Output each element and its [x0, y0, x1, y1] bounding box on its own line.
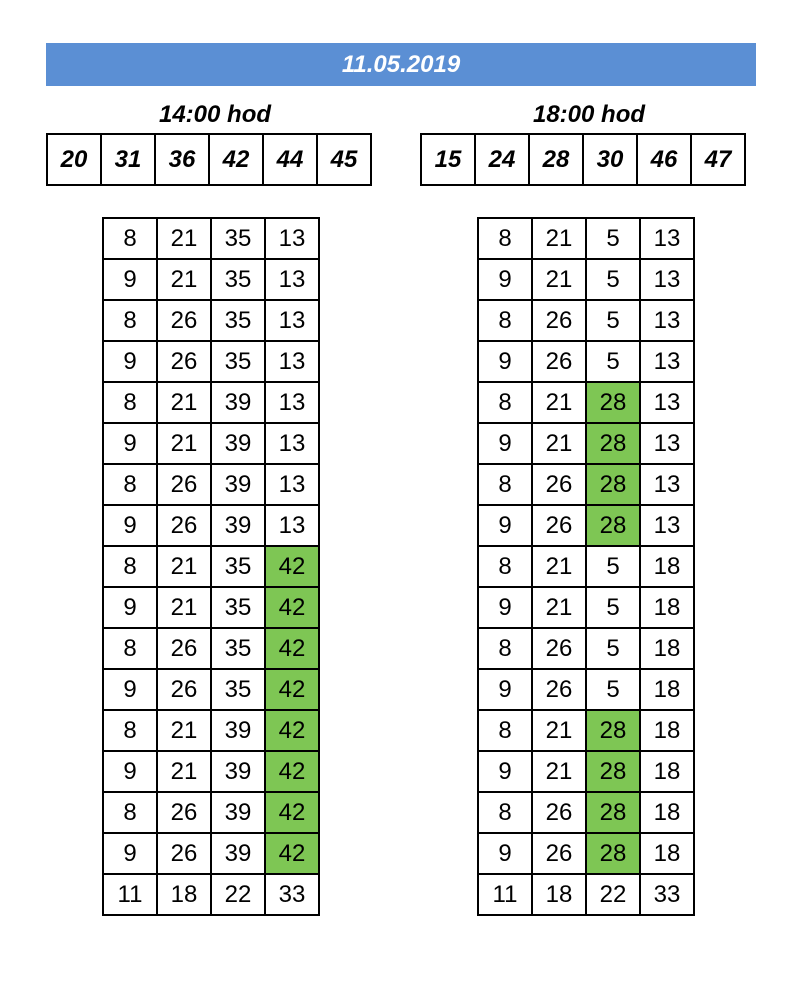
combination-row [478, 546, 694, 587]
combination-cell: 26 [532, 628, 586, 669]
combination-cell: 21 [532, 710, 586, 751]
combination-cell: 9 [478, 587, 532, 628]
combination-cell: 21 [157, 423, 211, 464]
combination-cell: 8 [103, 464, 157, 505]
draw-1800-title: 18:00 hod [532, 101, 646, 128]
drawn-number: 45 [317, 134, 371, 185]
combination-cell: 42 [265, 628, 319, 669]
combination-row [103, 628, 319, 669]
combination-cell: 13 [640, 505, 694, 546]
combination-cell: 18 [640, 587, 694, 628]
combination-cell: 21 [532, 382, 586, 423]
combination-cell: 35 [211, 259, 265, 300]
combination-cell: 8 [103, 710, 157, 751]
combination-cell: 21 [157, 546, 211, 587]
combination-cell: 35 [211, 218, 265, 259]
combination-cell: 8 [103, 546, 157, 587]
combination-cell: 21 [157, 710, 211, 751]
combination-cell: 13 [265, 259, 319, 300]
combination-cell: 28 [586, 792, 640, 833]
drawn-number: 30 [583, 134, 637, 185]
combination-cell: 13 [265, 423, 319, 464]
combination-cell: 39 [211, 833, 265, 874]
combination-row [478, 710, 694, 751]
combination-cell: 13 [640, 341, 694, 382]
combination-cell: 21 [532, 546, 586, 587]
combination-cell: 28 [586, 464, 640, 505]
combination-cell: 35 [211, 546, 265, 587]
combination-cell: 26 [532, 464, 586, 505]
combination-cell: 18 [532, 874, 586, 915]
combination-row [103, 423, 319, 464]
combination-cell: 13 [265, 341, 319, 382]
combination-cell: 26 [532, 833, 586, 874]
combination-row [103, 751, 319, 792]
combination-cell: 8 [478, 546, 532, 587]
combination-cell: 8 [478, 628, 532, 669]
combination-row [478, 587, 694, 628]
combination-cell: 39 [211, 710, 265, 751]
combination-cell: 8 [478, 382, 532, 423]
combination-row [103, 710, 319, 751]
combination-cell: 21 [157, 259, 211, 300]
combination-cell: 26 [532, 300, 586, 341]
combination-row [478, 382, 694, 423]
draw-1400-numbers [46, 133, 372, 186]
combination-cell: 26 [532, 669, 586, 710]
combination-cell: 13 [640, 464, 694, 505]
combination-cell: 33 [640, 874, 694, 915]
combination-cell: 8 [478, 218, 532, 259]
combination-cell: 13 [265, 464, 319, 505]
combination-cell: 8 [478, 792, 532, 833]
combination-cell: 42 [265, 792, 319, 833]
combination-cell: 18 [640, 546, 694, 587]
combination-cell: 42 [265, 669, 319, 710]
combination-cell: 8 [103, 628, 157, 669]
combination-cell: 5 [586, 218, 640, 259]
combination-cell: 13 [640, 423, 694, 464]
drawn-number: 36 [155, 134, 209, 185]
combination-cell: 28 [586, 382, 640, 423]
combination-cell: 39 [211, 423, 265, 464]
combination-cell: 18 [640, 792, 694, 833]
combination-cell: 13 [265, 505, 319, 546]
combination-row [103, 300, 319, 341]
combination-cell: 39 [211, 792, 265, 833]
combination-cell: 22 [211, 874, 265, 915]
combination-cell: 9 [478, 341, 532, 382]
drawn-number: 20 [47, 134, 101, 185]
combination-cell: 5 [586, 341, 640, 382]
combination-cell: 28 [586, 710, 640, 751]
combination-cell: 21 [157, 218, 211, 259]
combination-cell: 13 [640, 259, 694, 300]
combination-cell: 8 [103, 792, 157, 833]
combination-cell: 26 [157, 628, 211, 669]
combination-cell: 21 [532, 423, 586, 464]
combination-cell: 13 [640, 300, 694, 341]
combination-row [478, 751, 694, 792]
combination-cell: 26 [532, 341, 586, 382]
combination-row [478, 300, 694, 341]
combination-row [103, 792, 319, 833]
combination-cell: 18 [640, 710, 694, 751]
combination-row [103, 833, 319, 874]
draw-1800-numbers [420, 133, 746, 186]
combination-cell: 26 [157, 341, 211, 382]
drawn-number: 15 [421, 134, 475, 185]
combination-cell: 18 [640, 628, 694, 669]
drawn-number: 46 [637, 134, 691, 185]
combination-cell: 5 [586, 259, 640, 300]
combination-row [478, 792, 694, 833]
combination-cell: 21 [532, 218, 586, 259]
combination-cell: 42 [265, 710, 319, 751]
combination-cell: 21 [532, 751, 586, 792]
combination-cell: 9 [103, 587, 157, 628]
combination-cell: 8 [103, 218, 157, 259]
combination-row [478, 218, 694, 259]
combination-cell: 35 [211, 587, 265, 628]
combination-row [478, 833, 694, 874]
combination-cell: 33 [265, 874, 319, 915]
combination-cell: 18 [157, 874, 211, 915]
combination-cell: 26 [157, 300, 211, 341]
combination-cell: 13 [640, 218, 694, 259]
combination-cell: 9 [103, 669, 157, 710]
combination-cell: 21 [157, 751, 211, 792]
combination-cell: 9 [103, 833, 157, 874]
combination-cell: 5 [586, 546, 640, 587]
combination-cell: 39 [211, 751, 265, 792]
combination-cell: 8 [478, 710, 532, 751]
combination-cell: 26 [157, 669, 211, 710]
drawn-number: 24 [475, 134, 529, 185]
combination-cell: 26 [532, 505, 586, 546]
combination-cell: 35 [211, 341, 265, 382]
combination-cell: 5 [586, 628, 640, 669]
combination-cell: 8 [478, 464, 532, 505]
combination-cell: 21 [157, 382, 211, 423]
combination-cell: 28 [586, 751, 640, 792]
combination-cell: 9 [103, 505, 157, 546]
combination-cell: 8 [103, 382, 157, 423]
combination-cell: 26 [157, 464, 211, 505]
combination-row [103, 382, 319, 423]
combination-cell: 21 [532, 259, 586, 300]
combination-cell: 11 [478, 874, 532, 915]
combination-row [478, 341, 694, 382]
combination-row [478, 628, 694, 669]
date-banner: 11.05.2019 [46, 43, 756, 86]
combination-cell: 26 [157, 792, 211, 833]
combination-cell: 39 [211, 382, 265, 423]
combination-row [103, 669, 319, 710]
combination-cell: 42 [265, 751, 319, 792]
combination-cell: 5 [586, 587, 640, 628]
combination-cell: 18 [640, 669, 694, 710]
combination-cell: 22 [586, 874, 640, 915]
combination-cell: 9 [103, 751, 157, 792]
combination-cell: 8 [478, 300, 532, 341]
drawn-number: 42 [209, 134, 263, 185]
drawn-number: 47 [691, 134, 745, 185]
combination-row [103, 464, 319, 505]
combination-cell: 39 [211, 505, 265, 546]
combination-cell: 42 [265, 546, 319, 587]
combination-cell: 18 [640, 833, 694, 874]
combination-cell: 28 [586, 505, 640, 546]
combination-cell: 35 [211, 300, 265, 341]
draw-1400-combinations [102, 217, 320, 916]
combination-cell: 9 [478, 505, 532, 546]
combination-row [478, 259, 694, 300]
combination-cell: 39 [211, 464, 265, 505]
drawn-number: 28 [529, 134, 583, 185]
combination-row [478, 874, 694, 915]
combination-cell: 13 [265, 382, 319, 423]
combination-row [478, 423, 694, 464]
combination-cell: 9 [103, 341, 157, 382]
combination-cell: 35 [211, 628, 265, 669]
combination-cell: 13 [265, 300, 319, 341]
combination-row [103, 218, 319, 259]
combination-cell: 42 [265, 587, 319, 628]
draw-1800-combinations [477, 217, 695, 916]
combination-cell: 13 [265, 218, 319, 259]
combination-cell: 18 [640, 751, 694, 792]
combination-cell: 9 [103, 423, 157, 464]
combination-cell: 28 [586, 423, 640, 464]
combination-row [103, 259, 319, 300]
combination-cell: 9 [478, 423, 532, 464]
combination-cell: 21 [157, 587, 211, 628]
combination-cell: 35 [211, 669, 265, 710]
combination-cell: 13 [640, 382, 694, 423]
combination-cell: 21 [532, 587, 586, 628]
drawn-number: 31 [101, 134, 155, 185]
draw-1400-title: 14:00 hod [158, 101, 272, 128]
combination-cell: 8 [103, 300, 157, 341]
combination-cell: 28 [586, 833, 640, 874]
combination-cell: 42 [265, 833, 319, 874]
combination-row [103, 505, 319, 546]
combination-row [103, 341, 319, 382]
combination-cell: 9 [103, 259, 157, 300]
combination-row [103, 546, 319, 587]
drawn-number: 44 [263, 134, 317, 185]
combination-cell: 9 [478, 259, 532, 300]
combination-cell: 26 [532, 792, 586, 833]
combination-cell: 26 [157, 833, 211, 874]
combination-row [103, 874, 319, 915]
combination-cell: 9 [478, 751, 532, 792]
combination-cell: 9 [478, 669, 532, 710]
combination-row [478, 505, 694, 546]
combination-cell: 9 [478, 833, 532, 874]
combination-cell: 5 [586, 300, 640, 341]
combination-row [103, 587, 319, 628]
combination-cell: 26 [157, 505, 211, 546]
combination-row [478, 669, 694, 710]
combination-cell: 11 [103, 874, 157, 915]
combination-row [478, 464, 694, 505]
combination-cell: 5 [586, 669, 640, 710]
